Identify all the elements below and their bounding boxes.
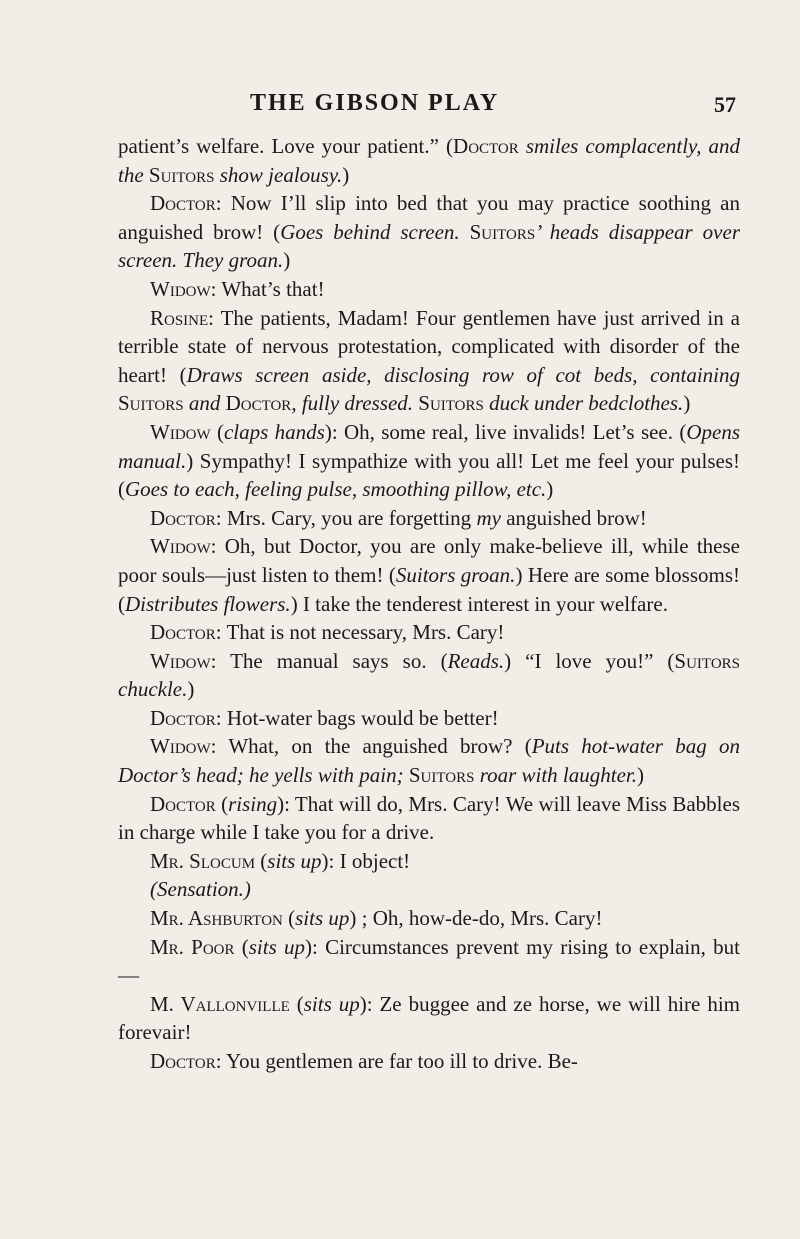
- dialogue-paragraph: [118, 732, 740, 789]
- stage-direction: Goes to each, feeling pulse, smoothing pillow, etc.: [125, 477, 547, 502]
- stage-direction: chuckle.: [118, 677, 188, 702]
- dialogue-text: ) Sympathy! I sympathize with you all! Let me feel your pulses! (: [118, 448, 740, 502]
- speaker-name: M. Vallonville: [150, 991, 290, 1016]
- dialogue-paragraph: [118, 418, 740, 504]
- dialogue-paragraph: [118, 504, 740, 533]
- speaker-name: Doctor: [150, 505, 216, 530]
- speaker-name: Suitors: [469, 219, 536, 244]
- dialogue-text: (: [215, 791, 229, 816]
- dialogue-text: : What, on the anguished brow? (: [210, 734, 532, 759]
- dialogue-text: : The patients, Madam! Four gentlemen have just arrived in a terrible state of nervous protestation, complicated with disorder of the heart! (: [118, 305, 740, 387]
- dialogue-text: (: [234, 934, 249, 959]
- dialogue-paragraph: [118, 304, 740, 418]
- stage-direction: my: [476, 505, 501, 530]
- dialogue-text: : Oh, but Doctor, you are only make-believe ill, while these poor souls—just listen to them! (: [118, 534, 740, 587]
- dialogue-text: (: [210, 419, 224, 444]
- speaker-name: Doctor: [150, 620, 216, 645]
- dialogue-paragraph: [118, 790, 740, 847]
- speaker-name: Suitors: [408, 763, 475, 788]
- stage-direction: sits up: [303, 991, 360, 1016]
- dialogue-text: ): [683, 391, 691, 416]
- running-title: THE GIBSON PLAY: [250, 90, 500, 116]
- dialogue-text: ) I take the tenderest interest in your welfare.: [290, 591, 668, 616]
- speaker-name: Suitors: [674, 648, 740, 673]
- speaker-name: Mr. Slocum: [150, 848, 256, 873]
- dialogue-text: ): [546, 477, 554, 502]
- stage-direction: Opens manual.: [118, 419, 741, 473]
- dialogue-text: ): [283, 248, 291, 273]
- speaker-name: Doctor: [150, 1049, 216, 1073]
- dialogue-text: ) Here are some blossoms! (: [118, 562, 740, 616]
- speaker-name: Doctor: [453, 134, 519, 158]
- stage-direction: sits up: [267, 848, 322, 873]
- stage-direction: ’ heads disappear over screen. They groan.: [118, 219, 740, 273]
- dialogue-paragraph: [118, 990, 740, 1047]
- dialogue-text: : What’s that!: [210, 276, 325, 301]
- dialogue-text: ): I object!: [321, 848, 411, 873]
- dialogue-text: ): [342, 162, 350, 187]
- dialogue-text: ): Circumstances prevent my rising to explain, but—: [118, 934, 741, 988]
- page-number: 57: [714, 92, 736, 117]
- dialogue-text: : Mrs. Cary, you are forgetting: [215, 505, 477, 530]
- dialogue-text: ) “I love you!” (: [504, 648, 675, 673]
- stage-direction: Draws screen aside, disclosing row of cot beds, containing: [186, 362, 740, 387]
- dialogue-paragraph: [118, 275, 740, 304]
- stage-direction: smiles complacently, and the: [118, 134, 741, 187]
- dialogue-paragraph: [118, 704, 740, 733]
- speaker-name: Widow: [150, 534, 211, 559]
- dialogue-text: patient’s welfare. Love your patient.” (: [118, 134, 454, 158]
- speaker-name: Doctor: [150, 705, 216, 730]
- dialogue-text: : You gentlemen are far too ill to drive. Be-: [215, 1049, 578, 1073]
- dialogue-text: ): [187, 677, 195, 702]
- dialogue-text: ): That will do, Mrs. Cary! We will leave Miss Babbles in charge while I take you for a drive.: [118, 791, 740, 845]
- dialogue-paragraph: [118, 933, 740, 990]
- dialogue-text: ) ; Oh, how-de-do, Mrs. Cary!: [349, 906, 603, 931]
- speaker-name: Mr. Poor: [150, 934, 235, 959]
- stage-direction: rising: [228, 791, 278, 816]
- speaker-name: Doctor: [150, 791, 216, 816]
- dialogue-paragraph: [118, 1047, 740, 1076]
- speaker-name: Doctor: [225, 391, 292, 416]
- dialogue-text: (: [282, 906, 296, 931]
- speaker-name: Mr. Ashburton: [150, 906, 283, 931]
- dialogue-text: (: [255, 848, 268, 873]
- page-header: [0, 90, 800, 124]
- stage-direction: Puts hot-water bag on Doctor’s head; he yells with pain;: [118, 734, 740, 788]
- speaker-name: Widow: [150, 648, 211, 673]
- play-text: [118, 132, 740, 1076]
- continued-paragraph: [118, 132, 740, 189]
- stage-direction: Reads.: [447, 648, 505, 673]
- stage-direction: duck under bedclothes.: [483, 391, 684, 416]
- speaker-name: Rosine: [150, 305, 209, 330]
- dialogue-paragraph: [118, 847, 740, 876]
- dialogue-paragraph: [118, 189, 740, 275]
- stage-direction: show jealousy.: [214, 162, 343, 187]
- speaker-name: Widow: [150, 734, 211, 759]
- dialogue-text: ): Oh, some real, live invalids! Let’s see. (: [324, 419, 687, 444]
- dialogue-paragraph: [118, 532, 740, 618]
- stage-direction: claps hands: [223, 419, 325, 444]
- dialogue-text: : That is not necessary, Mrs. Cary!: [215, 620, 505, 645]
- dialogue-text: ): Ze buggee and ze horse, we will hire him forevair!: [118, 991, 740, 1045]
- speaker-name: Doctor: [150, 191, 216, 216]
- speaker-name: Widow: [150, 276, 211, 301]
- stage-direction: , fully dressed.: [291, 391, 419, 416]
- speaker-name: Suitors: [148, 162, 215, 187]
- stage-direction: (Sensation.): [150, 877, 251, 902]
- dialogue-text: : Now I’ll slip into bed that you may practice soothing an anguished brow! (: [118, 191, 740, 244]
- dialogue-paragraph: [118, 647, 740, 704]
- dialogue-text: : Hot-water bags would be better!: [215, 705, 499, 730]
- stage-direction: Suitors groan.: [395, 562, 516, 587]
- stage-direction: sits up: [248, 934, 306, 959]
- dialogue-paragraph: [118, 875, 740, 904]
- dialogue-text: ): [637, 763, 645, 788]
- speaker-name: Suitors: [118, 391, 184, 416]
- stage-direction: and: [183, 391, 226, 416]
- stage-direction: Distributes flowers.: [125, 591, 291, 616]
- dialogue-paragraph: [118, 618, 740, 647]
- dialogue-text: (: [289, 991, 304, 1016]
- speaker-name: Widow: [150, 419, 211, 444]
- stage-direction: roar with laughter.: [474, 763, 638, 788]
- stage-direction: Goes behind screen.: [280, 219, 470, 244]
- dialogue-text: : The manual says so. (: [210, 648, 448, 673]
- speaker-name: Suitors: [418, 391, 484, 416]
- dialogue-text: anguished brow!: [500, 505, 647, 530]
- dialogue-paragraph: [118, 904, 740, 933]
- stage-direction: sits up: [295, 906, 350, 931]
